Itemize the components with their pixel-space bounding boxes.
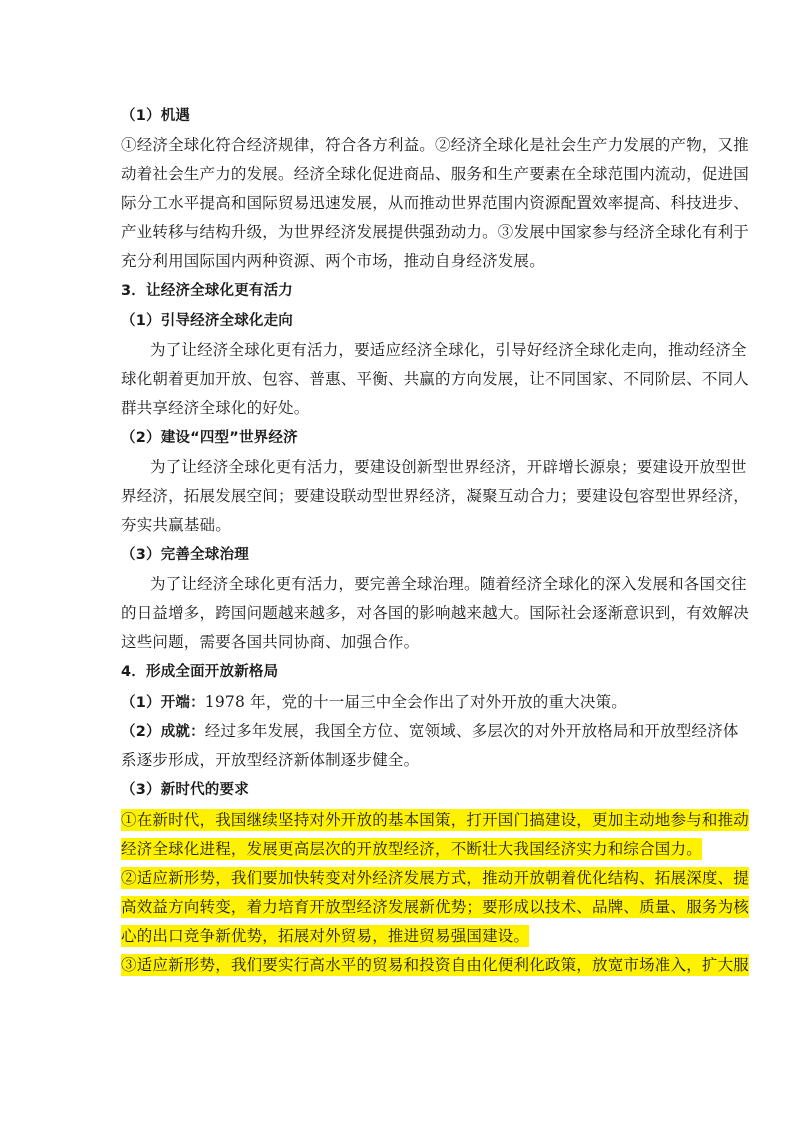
paragraph-line: 界经济，拓展发展空间；要建设联动型世界经济，凝聚互动合力；要建设包容型世界经济， [121,487,750,505]
start-line [121,692,627,713]
paragraph-line: 产业转移与结构升级，为世界经济发展提供强劲动力。③发展中国家参与经济全球化有利于 [121,223,750,241]
highlighted-line [121,810,749,830]
section-heading-4: 4．形成全面开放新格局 [121,664,279,680]
paragraph-line: 为了让经济全球化更有活力，要完善全球治理。随着经济全球化的深入发展和各国交往 [150,575,747,593]
paragraph-line: 为了让经济全球化更有活力，要建设创新型世界经济，开辟增长源泉；要建设开放型世 [150,458,747,476]
highlight: 高效益方向转变，着力培育开放型经济发展新优势；要形成以技术、品牌、质量、服务为核 [121,898,750,916]
paragraph-line: 为了让经济全球化更有活力，要适应经济全球化，引导好经济全球化走向，推动经济全 [150,341,747,359]
paragraph-line: 的日益增多，跨国问题越来越多，对各国的影响越来越大。国际社会逐渐意识到，有效解决 [121,604,750,622]
highlighted-line [121,868,749,888]
paragraph-line: 动着社会生产力的发展。经济全球化促进商品、服务和生产要素在全球范围内流动，促进国 [121,165,750,183]
paragraph-line: 系逐步形成，开放型经济新体制逐步健全。 [121,751,420,769]
paragraph-line: 夯实共赢基础。 [121,516,231,534]
achievement-text: 经过多年发展，我国全方位、宽领域、多层次的对外开放格局和开放型经济体 [204,722,739,740]
heading-opportunity: （1）机遇 [121,108,191,124]
highlight: ②适应新形势，我们要加快转变对外经济发展方式，推动开放朝着优化结构、拓展深度、提 [121,869,750,887]
paragraph-line: ①经济全球化符合经济规律，符合各方利益。②经济全球化是社会生产力发展的产物，又推 [121,136,750,154]
highlight: ③适应新形势，我们要实行高水平的贸易和投资自由化便利化政策，放宽市场准入，扩大服 [121,956,750,974]
start-text: 1978 年，党的十一届三中全会作出了对外开放的重大决策。 [204,693,627,711]
paragraph-line: 充分利用国际国内两种资源、两个市场，推动自身经济发展。 [121,252,545,270]
highlighted-line [121,897,749,917]
highlight: 心的出口竞争新优势，拓展对外贸易，推进贸易强国建设。 [121,927,530,945]
highlighted-line [121,955,749,975]
achievement-label: （2）成就： [121,724,205,740]
highlighted-line [121,839,702,859]
highlight: 经济全球化进程，发展更高层次的开放型经济，不断壮大我国经济实力和综合国力。 [121,840,702,858]
paragraph-line: 球化朝着更加开放、包容、普惠、平衡、共赢的方向发展，让不同国家、不同阶层、不同人 [121,370,750,388]
subheading-guide: （1）引导经济全球化走向 [121,313,293,329]
achievement-line [121,721,739,742]
subheading-four-types: （2）建设“四型”世界经济 [121,430,298,446]
start-label: （1）开端： [121,695,205,711]
section-heading-3: 3．让经济全球化更有活力 [121,283,293,299]
paragraph-line: 这些问题，需要各国共同协商、加强合作。 [121,633,420,651]
paragraph-line: 群共享经济全球化的好处。 [121,399,310,417]
highlighted-line [121,926,529,946]
highlight: ①在新时代，我国继续坚持对外开放的基本国策，打开国门搞建设，更加主动地参与和推动 [121,811,750,829]
subheading-new-era: （3）新时代的要求 [121,782,249,798]
paragraph-line: 际分工水平提高和国际贸易迅速发展，从而推动世界范围内资源配置效率提高、科技进步、 [121,194,750,212]
subheading-governance: （3）完善全球治理 [121,547,249,563]
